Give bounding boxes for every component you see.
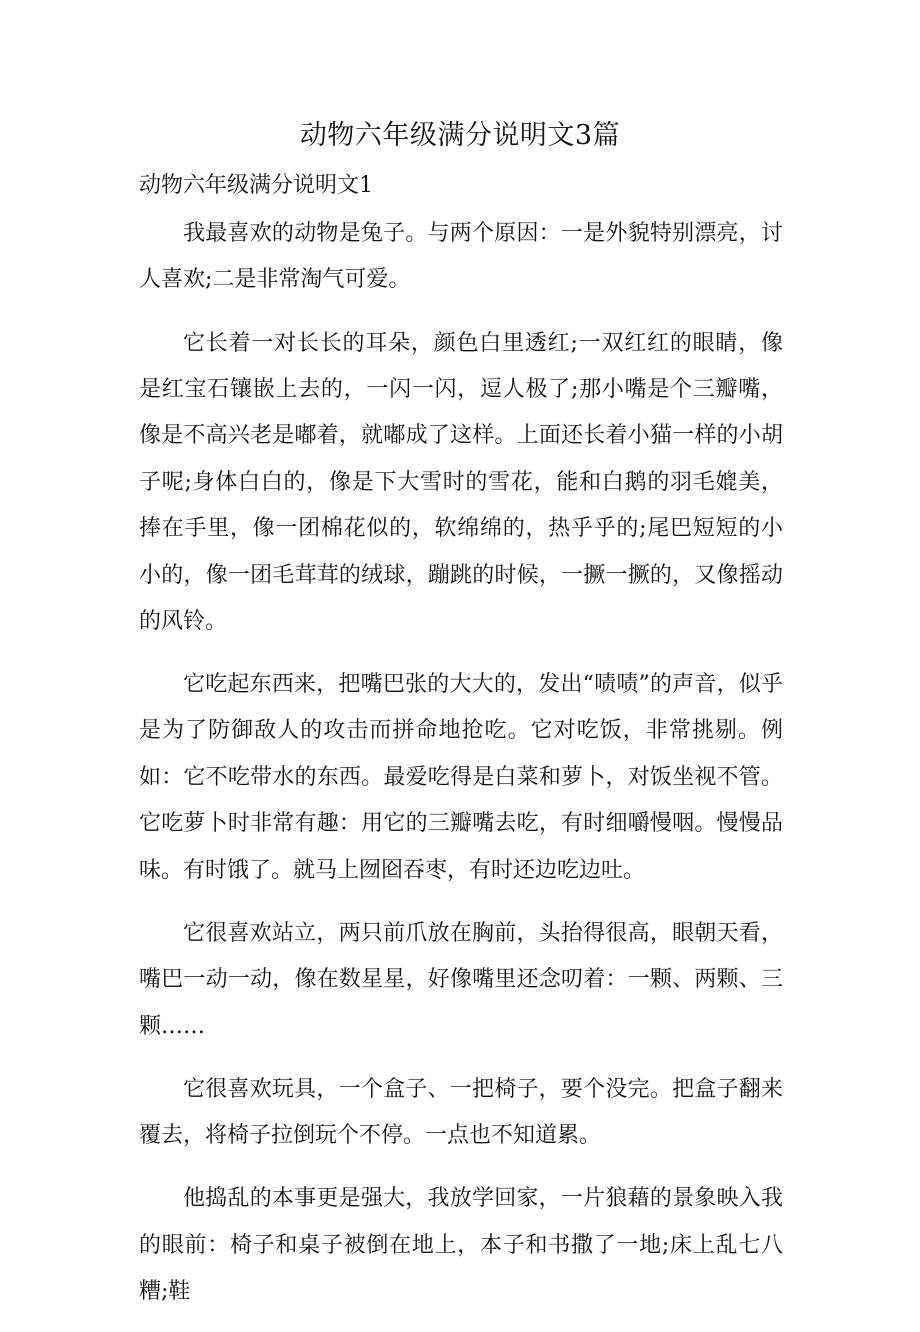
document-body	[139, 211, 783, 1332]
paragraph-6: 他捣乱的本事更是强大，我放学回家，一片狼藉的景象映入我的眼前：椅子和桌子被倒在地上，本子和书撒了一地;床上乱七八糟;鞋	[139, 1186, 783, 1304]
paragraph-5: 它很喜欢玩具，一个盒子、一把椅子，要个没完。把盒子翻来覆去，将椅子拉倒玩个不停。一点也不知道累。	[139, 1076, 783, 1149]
paragraph-2: 它长着一对长长的耳朵，颜色白里透红;一双红红的眼睛，像是红宝石镶嵌上去的，一闪一闪，逗人极了;那小嘴是个三瓣嘴，像是不高兴老是嘟着，就嘟成了这样。上面还长着小猫一样的小胡子呢;身体白白的，像是下大雪时的雪花，能和白鹅的羽毛媲美，捧在手里，像一团棉花似的，软绵绵的，热乎乎的;尾巴短短的小小的，像一团毛茸茸的绒球，蹦跳的时候，一撅一撅的，又像摇动的风铃。	[139, 330, 783, 634]
paragraph-3: 它吃起东西来，把嘴巴张的大大的，发出“啧啧”的声音，似乎是为了防御敌人的攻击而拼命地抢吃。它对吃饭，非常挑剔。例如：它不吃带水的东西。最爱吃得是白菜和萝卜，对饭坐视不管。它吃萝卜时非常有趣：用它的三瓣嘴去吃，有时细嚼慢咽。慢慢品味。有时饿了。就马上囫囵吞枣，有时还边吃边吐。	[139, 672, 783, 883]
paragraph-1: 我最喜欢的动物是兔子。与两个原因：一是外貌特别漂亮，讨人喜欢;二是非常淘气可爱。	[139, 221, 783, 293]
document-title: 动物六年级满分说明文3篇	[299, 120, 621, 151]
paragraph-4: 它很喜欢站立，两只前爪放在胸前，头抬得很高，眼朝天看，嘴巴一动一动，像在数星星，好像嘴里还念叨着：一颗、两颗、三颗……	[139, 920, 783, 1039]
section-heading: 动物六年级满分说明文1	[139, 173, 373, 198]
